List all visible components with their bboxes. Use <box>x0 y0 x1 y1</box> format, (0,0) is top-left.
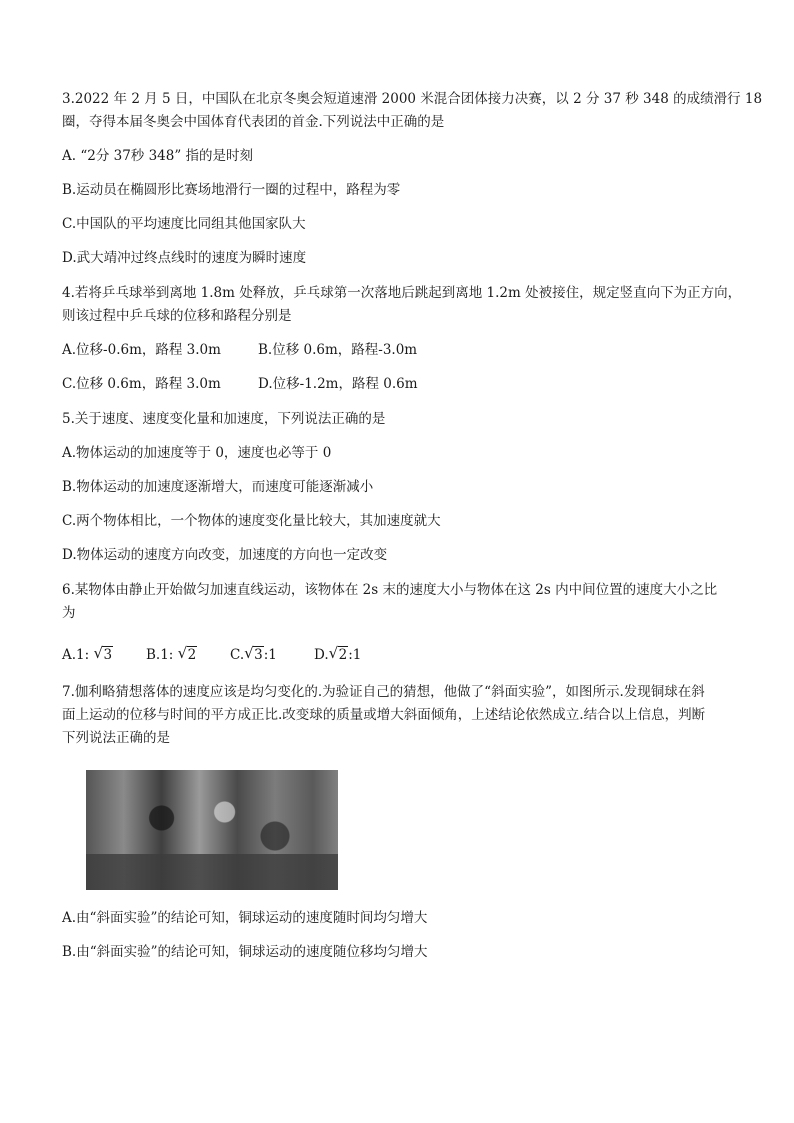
exam-page <box>62 88 763 976</box>
sqrt-symbol: √ 3 <box>93 644 113 663</box>
sqrt-symbol: √ 2 <box>328 644 348 663</box>
question-4-stem-line2: 则该过程中乒乓球的位移和路程分别是 <box>62 308 292 324</box>
question-5-option-a: A.物体运动的加速度等于 0，速度也必等于 0 <box>62 445 332 461</box>
question-5-option-b: B.物体运动的加速度逐渐增大，而速度可能逐渐减小 <box>62 479 374 495</box>
question-7-stem-line1: 7.伽利略猜想落体的速度应该是均匀变化的.为验证自己的猜想，他做了“斜面实验”，如图所示.发现铜球在斜 <box>62 684 705 700</box>
question-6-option-c: C. √ 3:1 <box>230 643 314 667</box>
sqrt-symbol: √ 3 <box>244 644 263 663</box>
question-6-option-a: A.1: √ 3 <box>62 643 146 667</box>
question-7-option-a: A.由“斜面实验”的结论可知，铜球运动的速度随时间均匀增大 <box>62 910 428 926</box>
question-5 <box>62 408 732 565</box>
galileo-experiment-photo <box>86 770 338 890</box>
question-3-option-d: D.武大靖冲过终点线时的速度为瞬时速度 <box>62 250 307 266</box>
question-6-stem-line1: 6.某物体由静止开始做匀加速直线运动，该物体在 2s 末的速度大小与物体在这 2s 内中间位置的速度大小之比 <box>62 582 718 598</box>
question-6-option-b: B.1: √ 2 <box>146 643 230 667</box>
question-4 <box>62 282 742 394</box>
question-4-option-d: D.位移-1.2m，路程 0.6m <box>258 376 418 392</box>
question-4-option-b: B.位移 0.6m，路程-3.0m <box>258 342 418 358</box>
question-4-options-row2 <box>62 374 732 394</box>
question-6-stem-line2: 为 <box>62 605 76 621</box>
question-6-option-d: D. √ 2:1 <box>314 643 398 667</box>
sqrt-symbol: √ 2 <box>177 644 197 663</box>
question-4-option-c: C.位移 0.6m，路程 3.0m <box>62 376 221 392</box>
question-3-option-b: B.运动员在椭圆形比赛场地滑行一圈的过程中，路程为零 <box>62 182 401 198</box>
question-3-stem-line1: 3.2022 年 2 月 5 日，中国队在北京冬奥会短道速滑 2000 米混合团体接力决赛，以 2 分 37 秒 348 的成绩滑行 18 <box>62 91 763 107</box>
question-4-stem-line1: 4.若将乒乓球举到离地 1.8m 处释放，乒乓球第一次落地后跳起到离地 1.2m 处被接住，规定竖直向下为正方向， <box>62 285 742 301</box>
question-4-options-row1 <box>62 340 732 360</box>
question-6 <box>62 579 732 667</box>
question-7-option-b: B.由“斜面实验”的结论可知，铜球运动的速度随位移均匀增大 <box>62 944 428 960</box>
question-3-option-c: C.中国队的平均速度比同组其他国家队大 <box>62 216 306 232</box>
question-7 <box>62 681 732 962</box>
question-7-stem-line2: 面上运动的位移与时间的平方成正比.改变球的质量或增大斜面倾角，上述结论依然成立.结合以上信息，判断 <box>62 707 706 723</box>
question-3 <box>62 88 763 268</box>
question-7-stem-line3: 下列说法正确的是 <box>62 730 170 746</box>
question-4-option-a: A.位移-0.6m，路程 3.0m <box>62 342 221 358</box>
question-5-stem: 5.关于速度、速度变化量和加速度，下列说法正确的是 <box>62 411 386 427</box>
question-5-option-d: D.物体运动的速度方向改变，加速度的方向也一定改变 <box>62 547 388 563</box>
question-3-option-a: A. “2分 37秒 348” 指的是时刻 <box>62 148 254 164</box>
question-5-option-c: C.两个物体相比，一个物体的速度变化量比较大，其加速度就大 <box>62 513 441 529</box>
question-6-options <box>62 643 732 667</box>
question-3-stem-line2: 圈，夺得本届冬奥会中国体育代表团的首金.下列说法中正确的是 <box>62 114 445 130</box>
